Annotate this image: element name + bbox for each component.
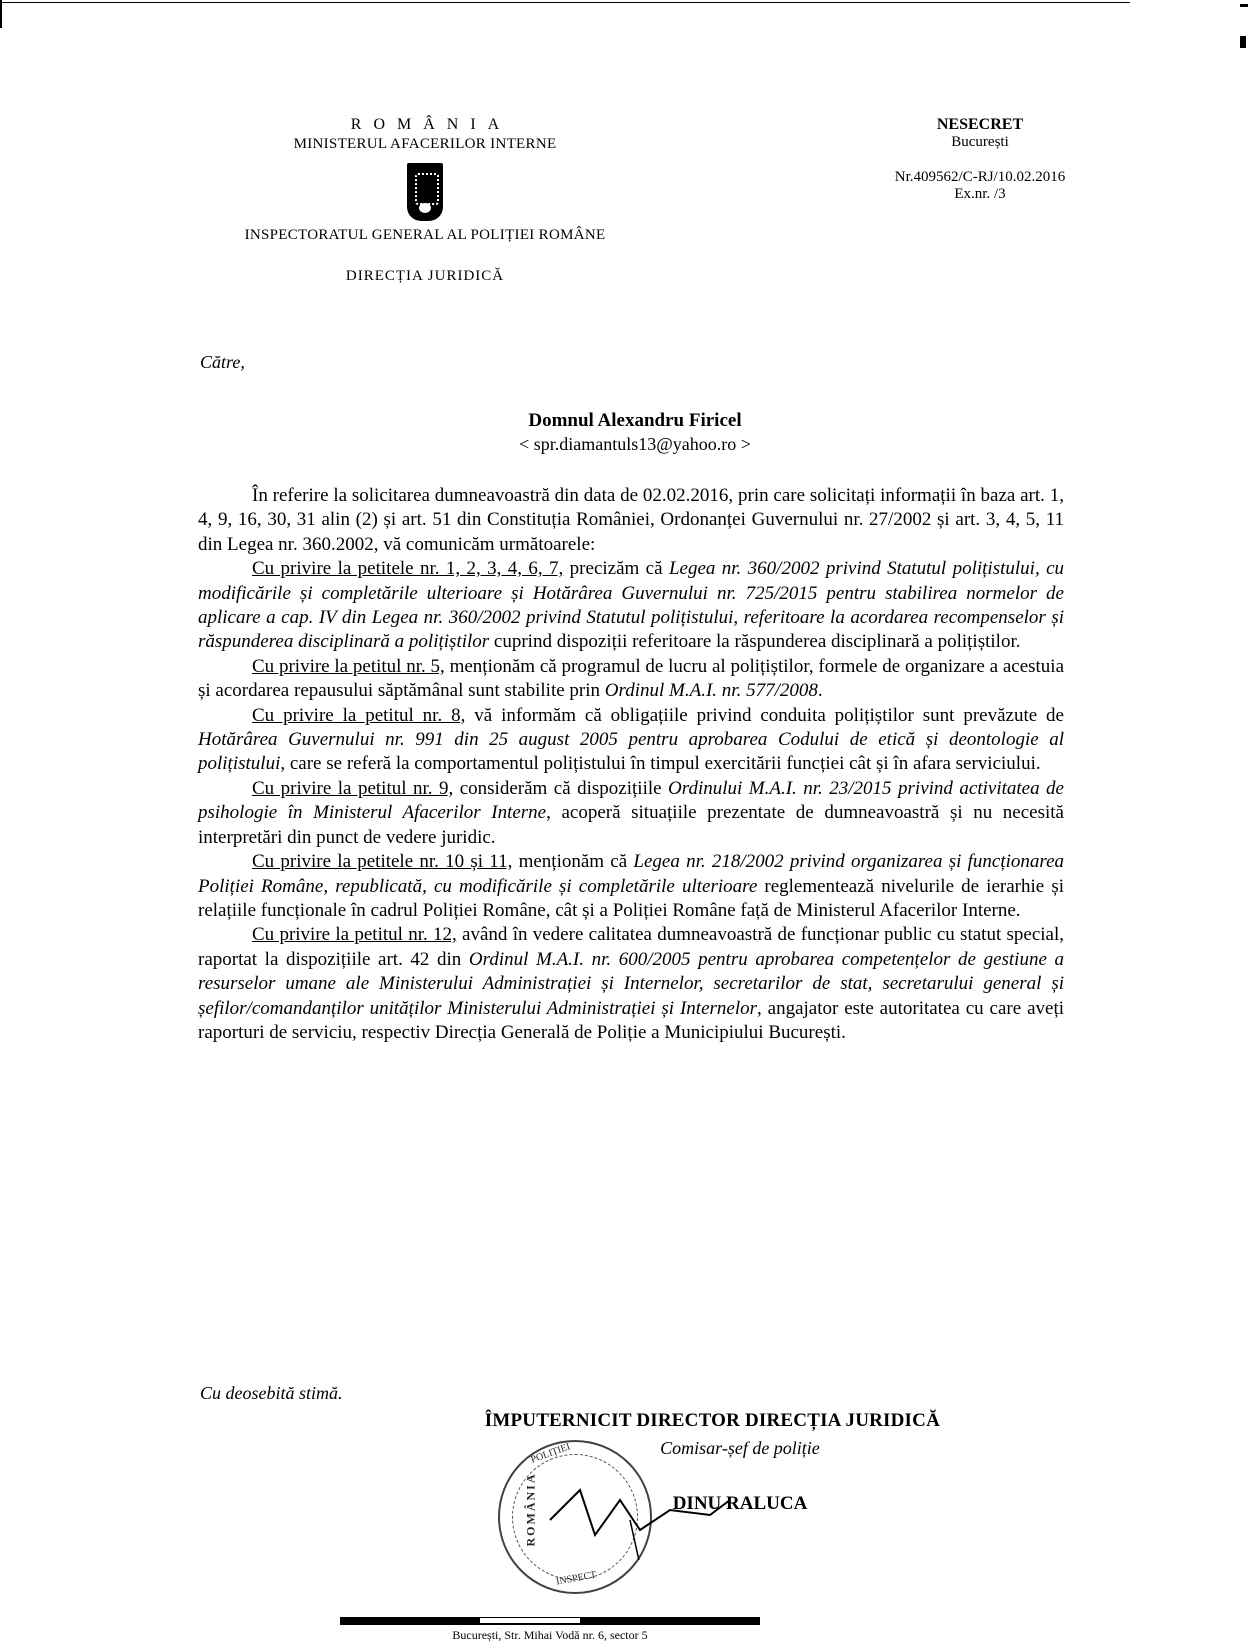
- signature-block: [360, 1410, 940, 1515]
- body-paragraph: [198, 777, 1064, 850]
- registration-number: Nr.409562/C-RJ/10.02.2016: [894, 169, 1066, 185]
- letter-body: [198, 484, 1064, 1045]
- body-paragraph: [198, 655, 1064, 704]
- paragraph-text: menționăm că programul de lucru al polițiștilor, formele de organizare a acestuia și acordarea repausului săptămânal sunt stabilite prin: [198, 655, 1065, 702]
- signatory-name: DINU RALUCA: [672, 1493, 808, 1514]
- classification-label: NESECRET: [936, 116, 1024, 133]
- petition-reference: Cu privire la petitele nr. 1, 2, 3, 4, 6, 7,: [252, 558, 564, 580]
- footer-address: București, Str. Mihai Vodă nr. 6, sector 5: [452, 1628, 648, 1642]
- paragraph-tail: , acoperă situațiile prezentate de dumneavoastră și nu necesită interpretări din punct de vedere juridic.: [198, 802, 1064, 848]
- scan-left-edge: [0, 0, 2, 28]
- paragraph-text: având în vedere calitatea dumneavoastră de funcționar public cu statut special, raportat la dispozițiile art. 42 din: [198, 924, 1065, 970]
- petition-reference: Cu privire la petitul nr. 8,: [252, 704, 466, 726]
- signatory-rank: Comisar-șef de poliție: [660, 1438, 820, 1458]
- paragraph-text: precizăm că: [563, 558, 669, 580]
- paragraph-text: vă informăm că obligațiile privind conduita polițiștilor sunt prevăzute de: [465, 704, 1064, 726]
- closing-formula: Cu deosebită stimă.: [200, 1383, 343, 1403]
- legal-reference: Ordinul M.A.I. nr. 577/2008: [604, 680, 818, 702]
- paragraph-tail: reglementează nivelurile de ierarhie și relațiile funcționale în cadrul Poliției Române, cât și a Poliției Române față de Ministerul Afacerilor Interne.: [198, 875, 1064, 921]
- body-paragraph: [198, 923, 1064, 1045]
- scan-corner-artifact: [1240, 36, 1246, 48]
- paragraph-tail: , care se referă la comportamentul polițistului în timpul exercitării funcției cât și în afara serviciului.: [280, 753, 1041, 775]
- coat-of-arms-icon: [407, 163, 443, 221]
- letterhead: [190, 116, 660, 285]
- stamp-text-left: ROMÂNIA: [523, 1472, 538, 1547]
- recipient-block: [200, 410, 1070, 455]
- legal-reference: Ordinul M.A.I. nr. 600/2005 pentru aprobarea competențelor de gestiune a resurselor umane ale Ministerului Administrației și Internelor, secretarilor de stat, secretarului general și șefilor/comandanților unităților Ministerului Administrației și Internelor: [198, 948, 1064, 1019]
- body-paragraph: [198, 850, 1064, 923]
- salutation: Către,: [200, 352, 245, 372]
- country-name: ROMÂNIA: [350, 116, 512, 133]
- paragraph-text: În referire la solicitarea dumneavoastră din data de 02.02.2016, prin care solicitați informații în baza art. 1, 4, 9, 16, 30, 31 alin (2) și art. 51 din Constituția României, Ordonanței Guvernului nr. 27/2002 și art. 3, 4, 5, 11 din Legea nr. 360.2002, vă comunicăm următoarele:: [198, 485, 1064, 555]
- legal-reference: Legea nr. 360/2002 privind Statutul polițistului, cu modificările și completările ulterioare și Hotărârea Guvernului nr. 725/2015 pentru stabilirea normelor de aplicare a cap. IV din Legea nr. 360/2002 privind Statutul polițistului, referitoare la acordarea recompenselor și răspunderea disciplinară a polițiștilor: [198, 558, 1065, 653]
- body-paragraph: [198, 557, 1064, 655]
- paragraph-text: considerăm că dispozițiile: [453, 777, 669, 799]
- legal-reference: Legea nr. 218/2002 privind organizarea și funcționarea Poliției Române, republicată, cu modificările și completările ulterioare: [198, 851, 1064, 897]
- paragraph-text: menționăm că: [512, 851, 634, 873]
- body-paragraph: [198, 704, 1064, 777]
- ministry-name: MINISTERUL AFACERILOR INTERNE: [293, 136, 557, 152]
- document-meta: [860, 116, 1100, 203]
- scan-corner-mark: [1240, 4, 1248, 7]
- signatory-title: ÎMPUTERNICIT DIRECTOR DIRECȚIA JURIDICĂ: [484, 1410, 940, 1431]
- copy-number: Ex.nr. /3: [954, 186, 1006, 202]
- petition-reference: Cu privire la petitul nr. 5,: [252, 655, 445, 677]
- paragraph-tail: , angajator este autoritatea cu care aveți raporturi de serviciu, respectiv Direcția Generală de Poliție a Municipiului București.: [198, 997, 1064, 1043]
- recipient-name: Domnul Alexandru Firicel: [528, 410, 742, 431]
- legal-reference: Hotărârea Guvernului nr. 991 din 25 august 2005 pentru aprobarea Codului de etică și deontologie al polițistului: [198, 729, 1064, 775]
- institution-name: INSPECTORATUL GENERAL AL POLIȚIEI ROMÂNE: [244, 227, 606, 243]
- recipient-email: < spr.diamantuls13@yahoo.ro >: [519, 434, 751, 454]
- petition-reference: Cu privire la petitele nr. 10 și 11,: [252, 851, 513, 873]
- city-label: București: [951, 134, 1009, 150]
- paragraph-tail: cuprind dispoziții referitoare la răspunderea disciplinară a polițiștilor.: [489, 631, 1021, 653]
- footer-bar-gap: [480, 1618, 580, 1623]
- petition-reference: Cu privire la petitul nr. 9,: [252, 777, 454, 799]
- stamp-text-bottom: INSPECT: [555, 1569, 598, 1588]
- body-paragraph: [198, 484, 1064, 557]
- paragraph-tail: .: [817, 680, 823, 702]
- stamp-text-top: POLIȚIEI: [529, 1441, 572, 1466]
- petition-reference: Cu privire la petitul nr. 12,: [252, 924, 457, 946]
- scan-top-border: [0, 2, 1130, 3]
- legal-reference: Ordinului M.A.I. nr. 23/2015 privind activitatea de psihologie în Ministerul Afacerilor Interne: [198, 777, 1064, 824]
- department-name: DIRECȚIA JURIDICĂ: [345, 268, 505, 284]
